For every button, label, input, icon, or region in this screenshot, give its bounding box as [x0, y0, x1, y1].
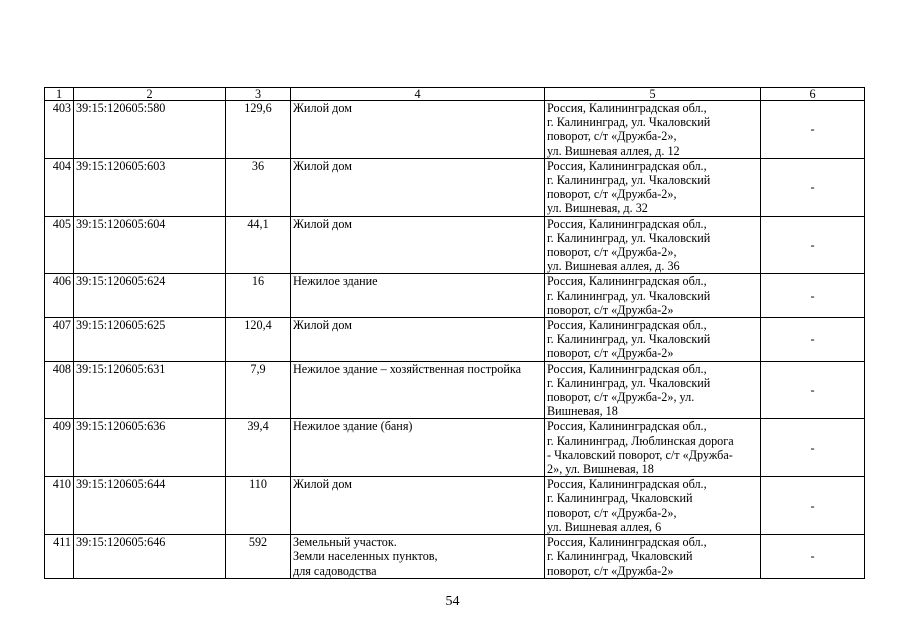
object-type: Земельный участок. Земли населенных пунктов, для садоводства: [291, 535, 545, 579]
area-value: 110: [226, 477, 291, 535]
cadastral-number: 39:15:120605:625: [74, 318, 226, 362]
object-type: Нежилое здание – хозяйственная постройка: [291, 361, 545, 419]
table-row: [45, 477, 865, 535]
row-number: 404: [45, 158, 74, 216]
note: -: [761, 318, 865, 362]
address: Россия, Калининградская обл., г. Калининград, ул. Чкаловский поворот, с/т «Дружба-2»: [545, 274, 761, 318]
row-number: 411: [45, 535, 74, 579]
object-type: Нежилое здание (баня): [291, 419, 545, 477]
address: Россия, Калининградская обл., г. Калининград, ул. Чкаловский поворот, с/т «Дружба-2», ул. Вишневая аллея, д. 36: [545, 216, 761, 274]
object-type: Жилой дом: [291, 216, 545, 274]
table-row: [45, 158, 865, 216]
address: Россия, Калининградская обл., г. Калининград, Чкаловский поворот, с/т «Дружба-2», ул. Вишневая аллея, 6: [545, 477, 761, 535]
cadastral-number: 39:15:120605:646: [74, 535, 226, 579]
header-col-1: 1: [45, 88, 74, 101]
registry-table: [44, 87, 865, 579]
cadastral-number: 39:15:120605:604: [74, 216, 226, 274]
table-row: [45, 101, 865, 159]
object-type: Жилой дом: [291, 101, 545, 159]
address: Россия, Калининградская обл., г. Калининград, ул. Чкаловский поворот, с/т «Дружба-2», ул. Вишневая аллея, д. 12: [545, 101, 761, 159]
address: Россия, Калининградская обл., г. Калининград, ул. Чкаловский поворот, с/т «Дружба-2»: [545, 318, 761, 362]
header-col-2: 2: [74, 88, 226, 101]
address: Россия, Калининградская обл., г. Калининград, Чкаловский поворот, с/т «Дружба-2»: [545, 535, 761, 579]
note: -: [761, 274, 865, 318]
table-row: [45, 361, 865, 419]
header-col-3: 3: [226, 88, 291, 101]
area-value: 39,4: [226, 419, 291, 477]
cadastral-number: 39:15:120605:636: [74, 419, 226, 477]
object-type: Жилой дом: [291, 477, 545, 535]
row-number: 405: [45, 216, 74, 274]
note: -: [761, 216, 865, 274]
area-value: 7,9: [226, 361, 291, 419]
header-row: [45, 88, 865, 101]
header-col-5: 5: [545, 88, 761, 101]
area-value: 120,4: [226, 318, 291, 362]
header-col-4: 4: [291, 88, 545, 101]
cadastral-number: 39:15:120605:624: [74, 274, 226, 318]
row-number: 409: [45, 419, 74, 477]
area-value: 129,6: [226, 101, 291, 159]
page-number: 54: [445, 594, 460, 609]
area-value: 44,1: [226, 216, 291, 274]
address: Россия, Калининградская обл., г. Калининград, ул. Чкаловский поворот, с/т «Дружба-2», ул. Вишневая, д. 32: [545, 158, 761, 216]
table-row: [45, 274, 865, 318]
note: -: [761, 158, 865, 216]
cadastral-number: 39:15:120605:644: [74, 477, 226, 535]
note: -: [761, 535, 865, 579]
table-row: [45, 419, 865, 477]
note: -: [761, 101, 865, 159]
address: Россия, Калининградская обл., г. Калининград, ул. Чкаловский поворот, с/т «Дружба-2», ул. Вишневая, 18: [545, 361, 761, 419]
cadastral-number: 39:15:120605:603: [74, 158, 226, 216]
row-number: 406: [45, 274, 74, 318]
cadastral-number: 39:15:120605:631: [74, 361, 226, 419]
row-number: 408: [45, 361, 74, 419]
object-type: Жилой дом: [291, 158, 545, 216]
row-number: 407: [45, 318, 74, 362]
area-value: 36: [226, 158, 291, 216]
area-value: 592: [226, 535, 291, 579]
address: Россия, Калининградская обл., г. Калининград, Люблинская дорога - Чкаловский поворот, с/т «Дружба- 2», ул. Вишневая, 18: [545, 419, 761, 477]
cadastral-number: 39:15:120605:580: [74, 101, 226, 159]
note: -: [761, 477, 865, 535]
object-type: Жилой дом: [291, 318, 545, 362]
table-row: [45, 318, 865, 362]
table-row: [45, 535, 865, 579]
note: -: [761, 419, 865, 477]
table-row: [45, 216, 865, 274]
row-number: 403: [45, 101, 74, 159]
object-type: Нежилое здание: [291, 274, 545, 318]
note: -: [761, 361, 865, 419]
area-value: 16: [226, 274, 291, 318]
header-col-6: 6: [761, 88, 865, 101]
row-number: 410: [45, 477, 74, 535]
